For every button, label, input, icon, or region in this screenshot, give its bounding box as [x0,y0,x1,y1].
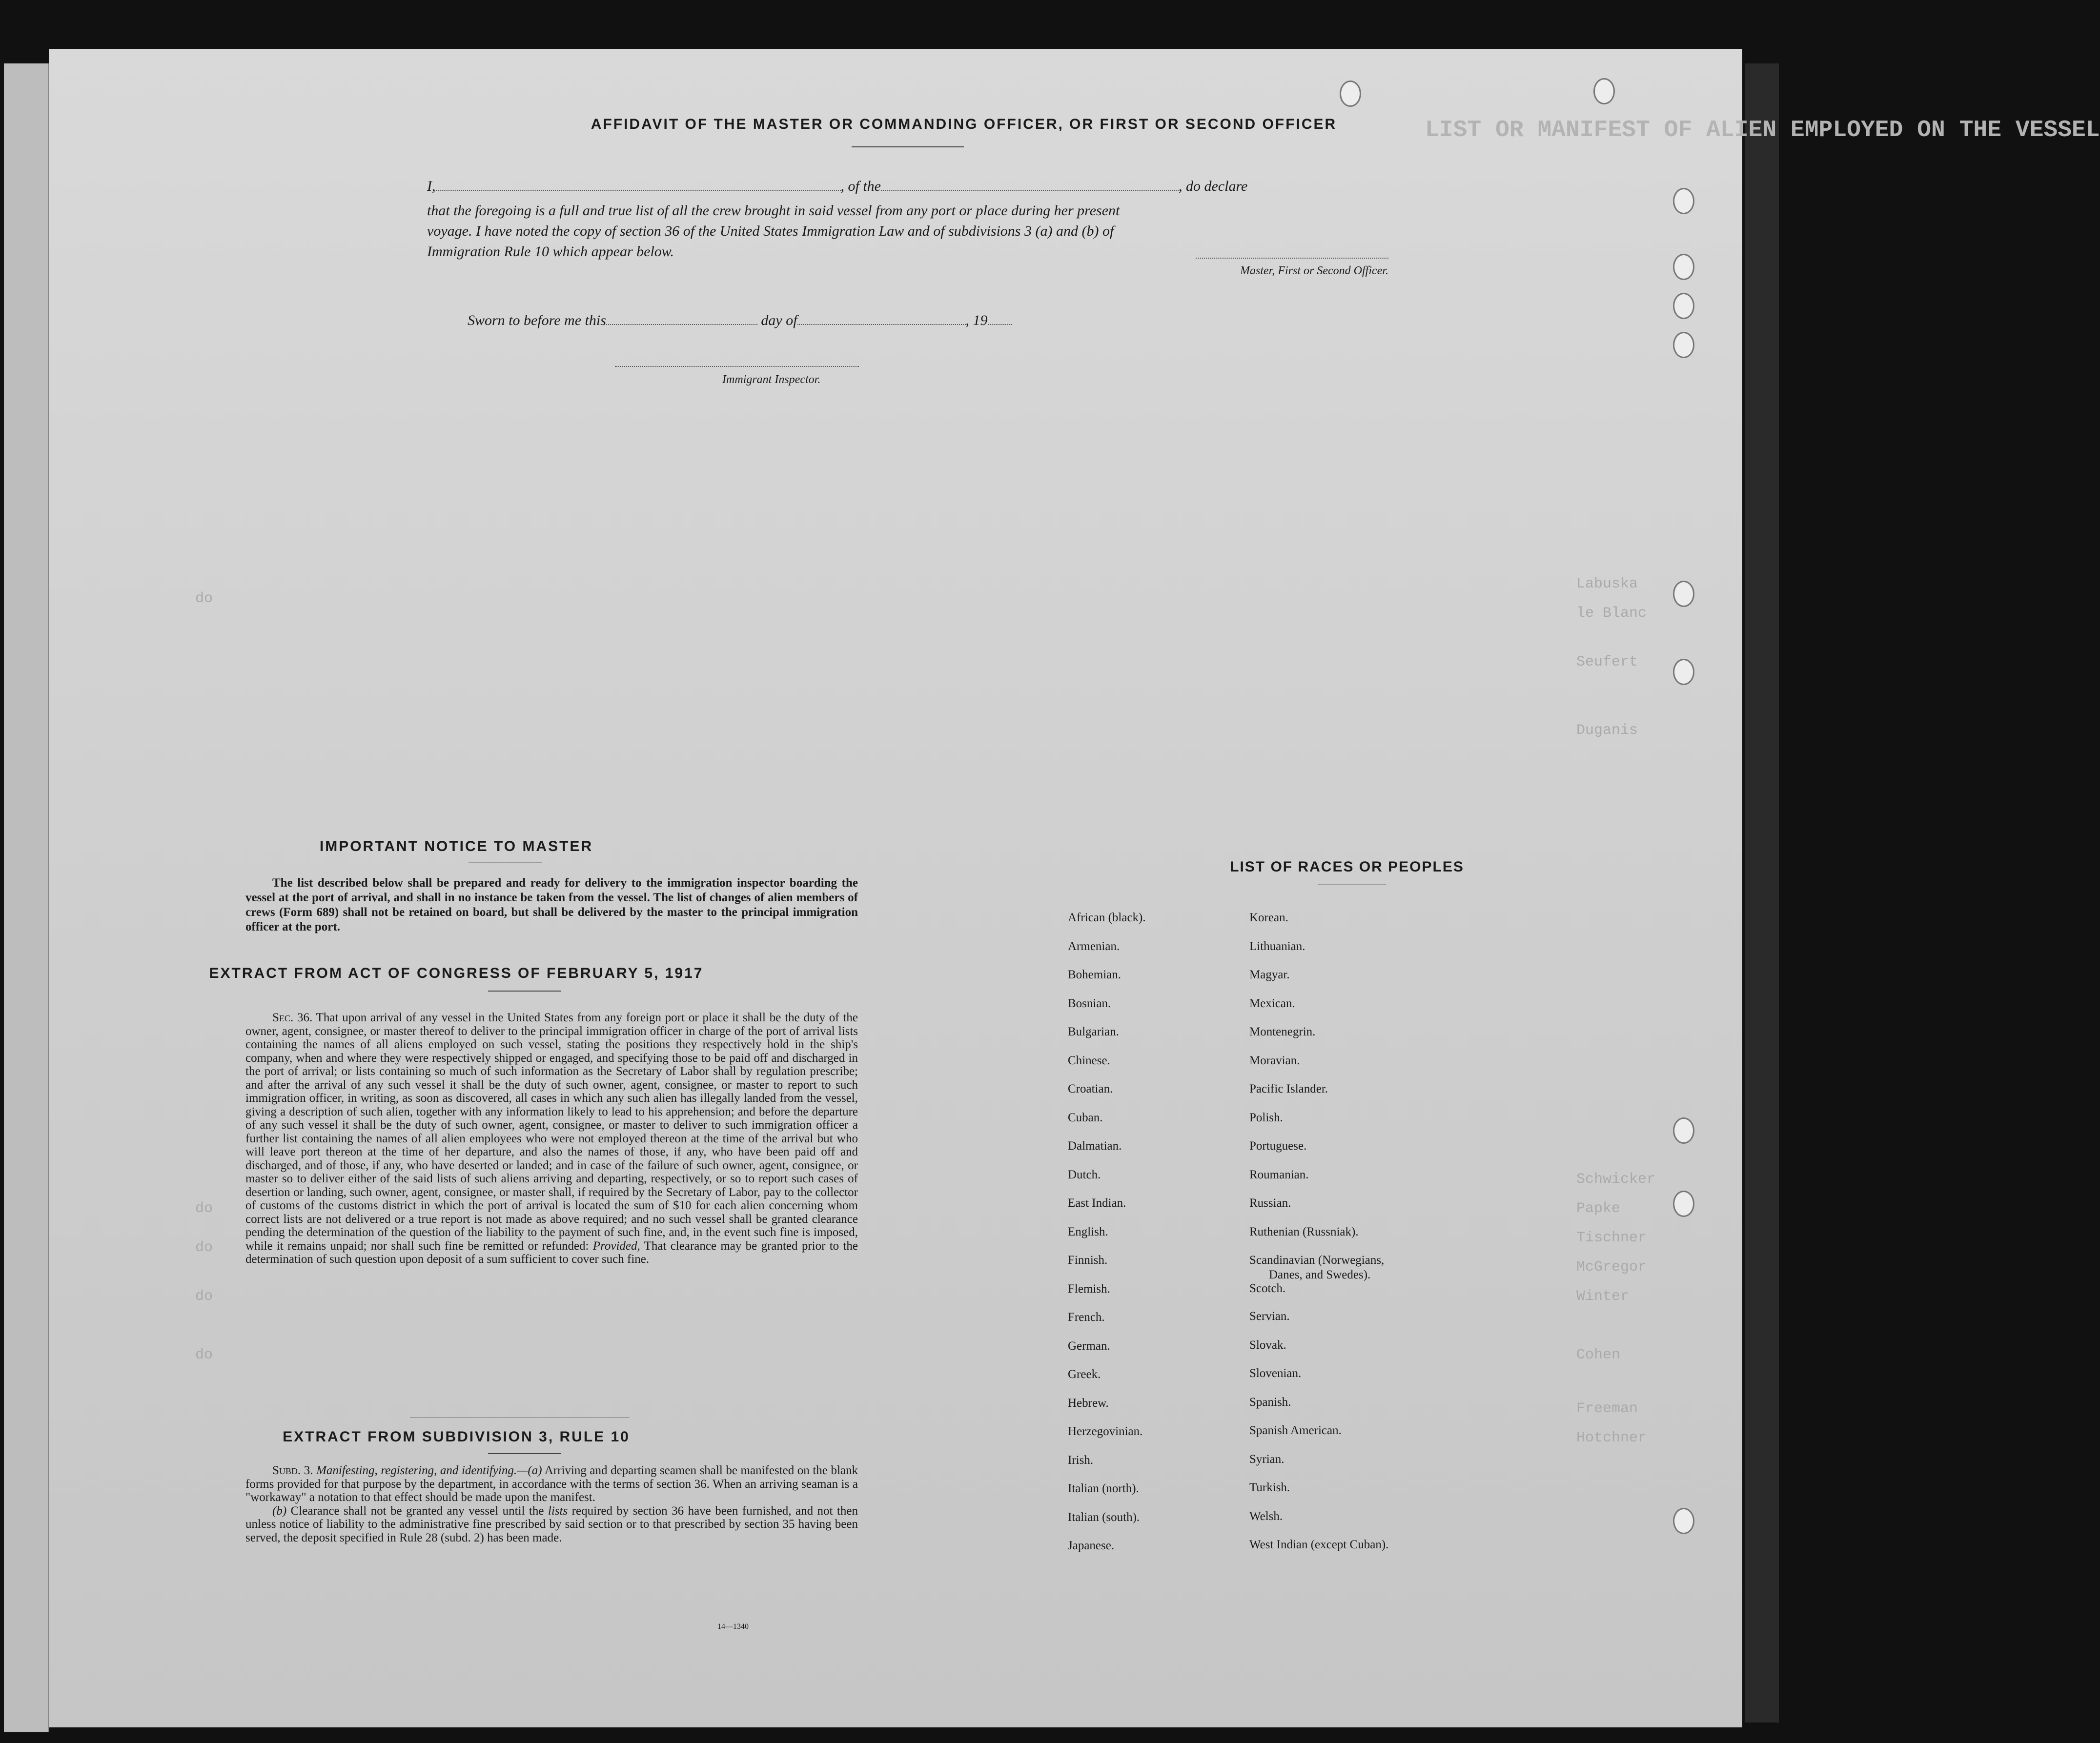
race-item: Turkish. [1249,1481,1290,1494]
bleed-through-text: do [195,590,213,607]
race-item: Italian (south). [1068,1510,1140,1524]
bleed-through-text: le Blanc [1576,605,1647,622]
day-blank [606,324,757,325]
rule-title-rule [488,1453,561,1454]
bleed-through-text: Winter [1576,1288,1630,1305]
form-number: 14—1340 [717,1622,749,1631]
race-item: Spanish. [1249,1395,1291,1409]
subd-b-lists: lists [548,1504,568,1518]
race-item: Finnish. [1068,1254,1108,1267]
subd-b-text-1: Clearance shall not be granted any vessel until the [290,1504,544,1518]
subd-b-label: (b) [272,1504,287,1518]
act-title: EXTRACT FROM ACT OF CONGRESS OF FEBRUARY 5, 1917 [209,965,704,981]
punch-hole [1673,581,1694,607]
bleed-through-text: Seufert [1576,654,1638,670]
subd-heading: Manifesting, registering, and identifying. [316,1464,517,1477]
race-item: Moravian. [1249,1054,1300,1067]
bleed-through-text: Labuska [1576,576,1638,592]
punch-hole [1673,254,1694,280]
race-item: Japanese. [1068,1539,1115,1552]
signature-line [1196,258,1388,259]
race-item: Spanish American. [1249,1424,1342,1437]
race-item: Polish. [1249,1111,1283,1124]
race-item: German. [1068,1339,1110,1353]
race-item: Pacific Islander. [1249,1082,1328,1095]
punch-hole [1593,78,1615,104]
bleed-through-text: do [195,1200,213,1217]
race-item: Magyar. [1249,968,1290,981]
subd-a-text: Arriving and departing seamen shall be manifested on the blank forms provided for that purpose by the department, in accordance with the terms of section 36. When an arriving seaman is a "workaway" a notation to that effect should be made upon the manifest. [245,1464,858,1504]
race-item: Flemish. [1068,1282,1110,1296]
act-provided-label: Provided, [592,1239,640,1253]
bleed-through-text: Cohen [1576,1347,1621,1363]
race-item: Portuguese. [1249,1139,1307,1153]
race-item: Mexican. [1249,996,1295,1010]
subd-b-text-2: required by section 36 have been furnished, and not then unless notice of liability to the administrative fine prescribed by said section or to that prescribed by section 35 having been served, the deposit specified in Rule 28 (subd. 2) has been made. [245,1504,858,1544]
race-item: Bohemian. [1068,968,1121,981]
name-blank [436,189,841,191]
race-item: Dalmatian. [1068,1139,1122,1153]
race-item: Armenian. [1068,939,1120,953]
sworn-prefix: Sworn to before me this [468,312,606,328]
notice-rule [469,862,542,863]
rule-title: EXTRACT FROM SUBDIVISION 3, RULE 10 [283,1429,630,1445]
punch-hole [1673,332,1694,358]
punch-hole [1673,1117,1694,1144]
race-item: Ruthenian (Russniak). [1249,1225,1359,1238]
punch-hole [1340,81,1361,107]
race-item: Bosnian. [1068,996,1111,1010]
subd-a-label: —(a) [517,1464,542,1477]
page-edge-strip [4,63,49,1732]
race-item: Scandinavian (Norwegians, [1249,1254,1385,1267]
race-item: Roumanian. [1249,1168,1309,1181]
race-item: French. [1068,1311,1105,1324]
sworn-line [468,312,1012,329]
punch-hole [1673,293,1694,319]
affidavit-title: AFFIDAVIT OF THE MASTER OR COMMANDING OFFICER, OR FIRST OR SECOND OFFICER [591,116,1337,132]
notice-title: IMPORTANT NOTICE TO MASTER [319,838,593,854]
race-item: Bulgarian. [1068,1025,1119,1038]
race-item: Welsh. [1249,1509,1283,1523]
races-title: LIST OF RACES OR PEOPLES [1230,859,1464,875]
race-item: Greek. [1068,1368,1101,1381]
race-item: Slovenian. [1249,1367,1302,1380]
bleed-through-text: Papke [1576,1200,1621,1217]
notice-text: The list described below shall be prepared and ready for delivery to the immigration inspector boarding the vessel at the port of arrival, and shall in no instance be taken from the vessel. The list of changes of alien members of crews (Form 689) shall not be retained on board, but shall be delivered by the master to the principal immigration officer at the port. [245,876,858,933]
declaration-line-1 [427,178,1247,195]
race-item: Servian. [1249,1310,1290,1323]
decl-i: I, [427,178,436,194]
inspector-caption: Immigrant Inspector. [722,373,821,386]
race-item: Russian. [1249,1196,1291,1210]
decl-of-the: , of the [840,178,881,194]
bleed-through-text: Hotchner [1576,1430,1647,1446]
race-item: Scotch. [1249,1282,1286,1295]
race-item: Lithuanian. [1249,939,1305,953]
year-blank [988,324,1012,325]
signature-caption: Master, First or Second Officer. [1240,264,1388,277]
sworn-day-of: day of [761,312,797,328]
bleed-through-text: Freeman [1576,1400,1638,1417]
punch-hole [1673,1191,1694,1217]
race-item: Croatian. [1068,1082,1113,1095]
race-item: Irish. [1068,1453,1094,1467]
race-item: English. [1068,1225,1108,1238]
subd-label: Subd. 3. [272,1464,313,1477]
declaration-line-4: Immigration Rule 10 which appear below. [427,243,674,260]
sworn-year: , 19 [965,312,988,328]
inspector-line [615,366,859,367]
month-blank [797,324,966,325]
race-item: Hebrew. [1068,1396,1109,1410]
race-item: Montenegrin. [1249,1025,1316,1038]
race-item: Cuban. [1068,1111,1103,1124]
act-sec-label: Sec. 36. [272,1011,313,1024]
race-item: Slovak. [1249,1338,1286,1352]
race-item: Korean. [1249,911,1288,924]
act-text [245,1011,858,1266]
decl-do-declare: , do declare [1179,178,1248,194]
vessel-blank [881,189,1179,191]
race-item: Syrian. [1249,1452,1284,1466]
race-item: Dutch. [1068,1168,1101,1181]
bleed-through-text: do [195,1288,213,1305]
bleed-through-text: McGregor [1576,1259,1647,1276]
bleed-through-text: Schwicker [1576,1171,1656,1188]
document-page [49,49,2100,1727]
binding-strip [1745,63,1779,1723]
race-item: Danes, and Swedes). [1269,1268,1371,1281]
act-provided-text: That clearance may be granted prior to the determination of such question upon deposit of a sum sufficient to cover such fine. [245,1239,858,1266]
act-body: That upon arrival of any vessel in the United States from any foreign port or place it shall be the duty of the owner, agent, consignee, or master thereof to deliver to the principal immigration officer in charge of the port of arrival lists containing the names of all aliens employed on such vessel, stating the positions they respectively hold in the ship's company, when and where they were respectively shipped or engaged, and specifying those to be paid off and discharged in the port of arrival; or lists containing so much of such information as the Secretary of Labor shall by regulation prescribe; and after the arrival of any such vessel it shall be the duty of such owner, agent, consignee, or master to report to such immigration officer, in writing, as soon as discovered, all cases in which any such alien has illegally landed from the vessel, giving a description of such alien, together with any information likely to lead to his apprehension; and before the departure of any such vessel it shall be the duty of such owner, agent, consignee, or master to deliver to such immigration officer a further list containing the names of all alien employees who were not employed thereon at the time of the arrival but who will leave port thereon at the time of her departure, and also the names of those, if any, who have been paid off and discharged, and of those, if any, who have deserted or landed; and in case of the failure of such owner, agent, consignee, or master so to deliver either of the said lists of such aliens arriving and departing, respectively, or so to report such cases of desertion or landing, such owner, agent, consignee, or master shall, if required by the Secretary of Labor, pay to the collector of customs of the customs district in which the port of arrival is located the sum of $10 for each alien concerning whom correct lists are not delivered or a true report is not made as above required; and no such vessel shall be granted clearance pending the determination of the question of the liability to the payment of such fine, and, in the event such fine is imposed, while it remains unpaid; nor shall such fine be remitted or refunded: [245,1011,858,1253]
declaration-line-3: voyage. I have noted the copy of section 36 of the United States Immigration Law and of subdivisions 3 (a) and (b) of [427,223,1114,239]
race-item: African (black). [1068,911,1146,924]
punch-hole [1673,1508,1694,1534]
declaration-line-2: that the foregoing is a full and true list of all the crew brought in said vessel from any port or place during her present [427,203,1120,219]
rule-text [245,1464,858,1544]
races-rule [1318,884,1386,885]
bleed-through-header: LIST OR MANIFEST OF ALIEN EMPLOYED ON THE VESSEL [1425,117,2100,143]
race-item: Chinese. [1068,1054,1110,1067]
bleed-through-text: Duganis [1576,722,1638,739]
race-item: Italian (north). [1068,1482,1139,1495]
race-item: West Indian (except Cuban). [1249,1538,1389,1551]
race-item: East Indian. [1068,1196,1126,1210]
races-column-1 [1068,904,1146,1561]
bleed-through-text: do [195,1347,213,1363]
races-column-2 [1249,904,1388,1560]
title-rule [852,146,964,147]
bleed-through-text: do [195,1239,213,1256]
act-rule [488,991,561,992]
bleed-through-text: Tischner [1576,1230,1647,1246]
punch-hole [1673,188,1694,214]
punch-hole [1673,659,1694,685]
race-item: Herzegovinian. [1068,1425,1143,1438]
